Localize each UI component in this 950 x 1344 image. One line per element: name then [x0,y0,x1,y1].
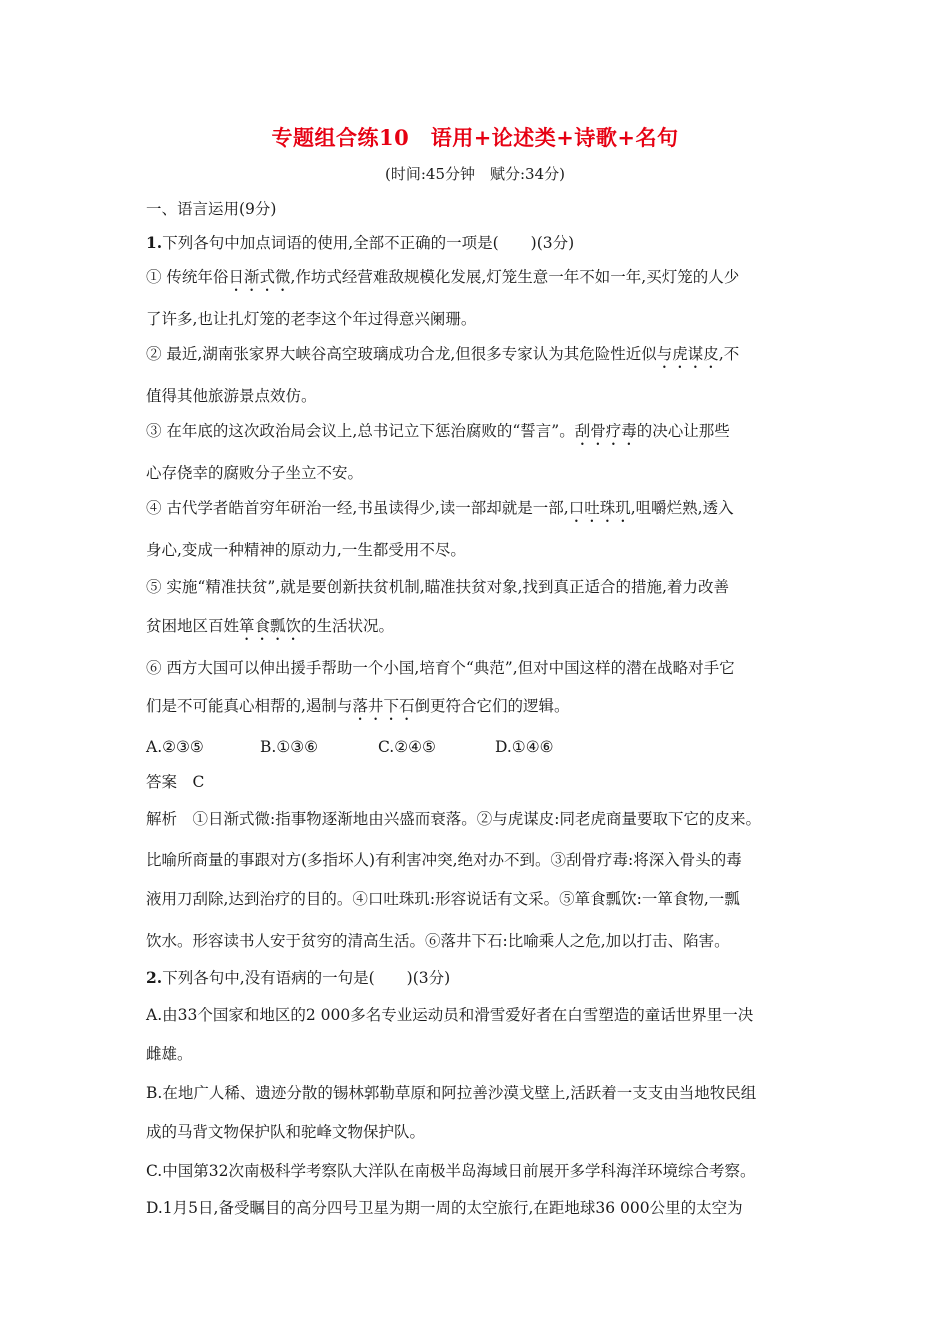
sentence-text: ,不 [718,345,740,363]
sentence-text: 的决心让那些 [636,422,730,440]
option-d: D.①④⑥ [495,738,554,756]
option-b-line-1: B.在地广人稀、遗迹分散的锡林郭勒草原和阿拉善沙漠戈壁上,活跃着一支支由当地牧民组 [146,1084,757,1102]
option-b: B.①③⑥ [260,738,319,756]
dotted-word: 日渐式微 [228,268,291,286]
sentence-3-line-1 [146,420,730,449]
question-2-score: )(3分) [406,969,451,987]
sentence-text: ,作坊式经营难敌规模化发展,灯笼生意一年不如一年,买灯笼的人少 [290,268,740,286]
sentence-text: ① 传统年俗 [146,268,229,286]
dotted-word: 箪食瓢饮 [239,617,302,635]
option-a: A.②③⑤ [146,738,204,756]
page-title: 专题组合练10 语用+论述类+诗歌+名句 [271,125,679,150]
sentence-1-line-1 [146,266,739,295]
question-1-score: )(3分) [530,234,575,252]
dotted-word: 口吐珠玑 [568,499,631,517]
question-2-number: 2. [146,968,163,987]
sentence-6-line-2 [146,695,569,724]
dotted-word: 与虎谋皮 [656,345,719,363]
explanation-line-1: 解析 ①日渐式微:指事物逐渐地由兴盛而衰落。②与虎谋皮:同老虎商量要取下它的皮来。 [146,810,761,828]
option-a-line-1: A.由33个国家和地区的2 000多名专业运动员和滑雪爱好者在白雪塑造的童话世界里一决 [146,1006,754,1024]
question-2-text: 下列各句中,没有语病的一句是( [162,969,375,987]
explanation-line-3: 液用刀刮除,达到治疗的目的。④口吐珠玑:形容说话有文采。⑤箪食瓢饮:一箪食物,一瓢 [146,890,740,908]
sentence-5-line-2 [146,615,394,644]
option-c: C.②④⑤ [378,738,436,756]
sentence-4-line-2: 身心,变成一种精神的原动力,一生都受用不尽。 [146,541,466,559]
sentence-3-line-2: 心存侥幸的腐败分子坐立不安。 [146,464,364,482]
sentence-text: ④ 古代学者皓首穷年研治一经,书虽读得少,读一部却就是一部, [146,499,569,517]
dotted-word: 落井下石 [352,697,415,715]
sentence-text: ② 最近,湖南张家界大峡谷高空玻璃成功合龙,但很多专家认为其危险性近似 [146,345,657,363]
sentence-text: ,咀嚼烂熟,透入 [630,499,734,517]
option-a-line-2: 雌雄。 [146,1045,193,1063]
question-1-number: 1. [146,233,163,252]
section-heading: 一、语言运用(9分) [146,200,277,218]
option-d-line-1: D.1月5日,备受瞩目的高分四号卫星为期一周的太空旅行,在距地球36 000公里的太空为 [146,1199,743,1217]
sentence-4-line-1 [146,497,734,526]
sentence-text: 们是不可能真心相帮的,遏制与 [146,697,353,715]
question-2-stem [146,967,450,989]
sentence-text: 的生活状况。 [301,617,395,635]
sentence-6-line-1: ⑥ 西方大国可以伸出援手帮助一个小国,培育个“典范”,但对中国这样的潜在战略对手它 [146,659,735,677]
sentence-text: ③ 在年底的这次政治局会议上,总书记立下惩治腐败的“誓言”。 [146,422,575,440]
sentence-2-line-1 [146,343,739,372]
sentence-1-line-2: 了许多,也让扎灯笼的老李这个年过得意兴阑珊。 [146,310,477,328]
dotted-word: 刮骨疗毒 [574,422,637,440]
option-c-line: C.中国第32次南极科学考察队大洋队在南极半岛海域日前展开多学科海洋环境综合考察。 [146,1162,756,1180]
explanation-line-4: 饮水。形容读书人安于贫穷的清高生活。⑥落井下石:比喻乘人之危,加以打击、陷害。 [146,932,730,950]
sentence-5-line-1: ⑤ 实施“精准扶贫”,就是要创新扶贫机制,瞄准扶贫对象,找到真正适合的措施,着力改善 [146,578,729,596]
answer-line: 答案 C [146,773,205,791]
page-subtitle: (时间:45分钟 赋分:34分) [385,165,565,183]
option-b-line-2: 成的马背文物保护队和驼峰文物保护队。 [146,1123,426,1141]
sentence-2-line-2: 值得其他旅游景点效仿。 [146,387,317,405]
question-1-stem [146,232,574,254]
sentence-text: 贫困地区百姓 [146,617,240,635]
explanation-line-2: 比喻所商量的事跟对方(多指坏人)有利害冲突,绝对办不到。③刮骨疗毒:将深入骨头的毒 [146,851,742,869]
options-row [146,736,706,760]
sentence-text: 倒更符合它们的逻辑。 [414,697,570,715]
question-1-text: 下列各句中加点词语的使用,全部不正确的一项是( [162,234,499,252]
